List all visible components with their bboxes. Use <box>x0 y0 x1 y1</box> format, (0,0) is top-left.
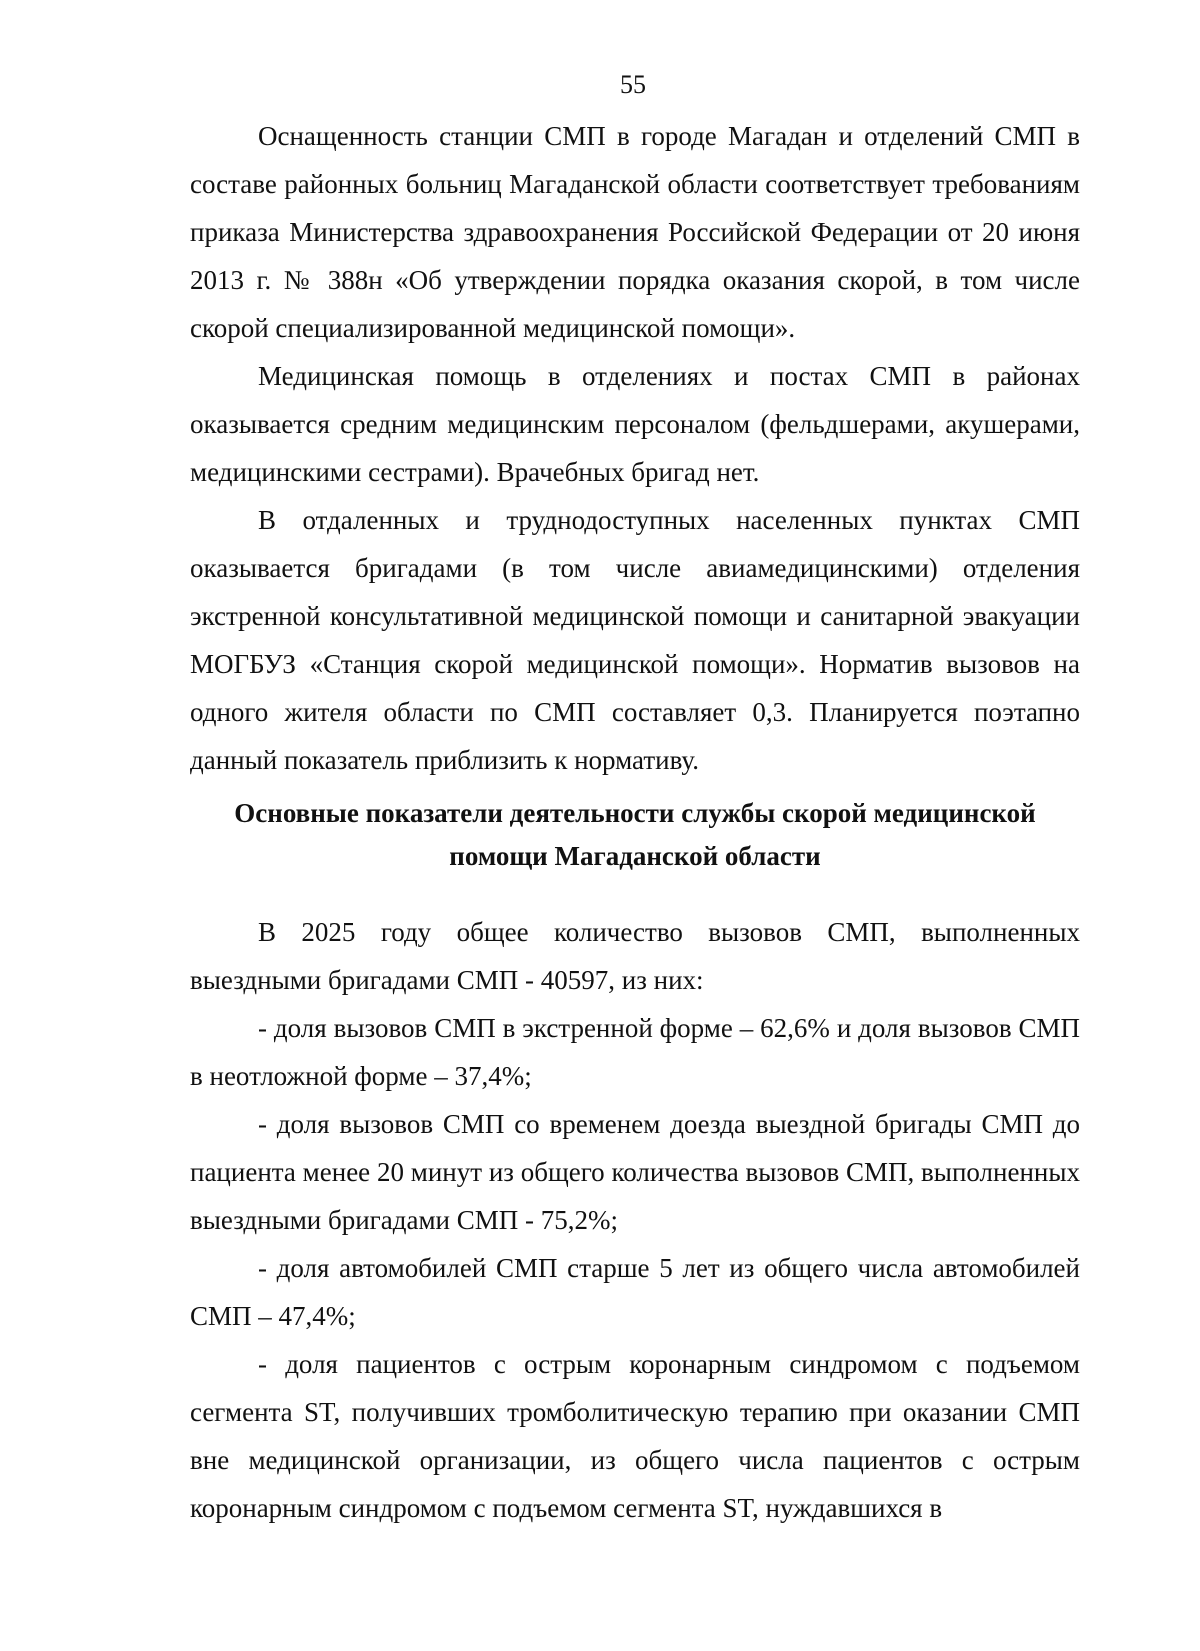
section-heading-line-1: Основные показатели деятельности службы скорой медицинской <box>234 798 1036 828</box>
paragraph-remote-areas: В отдаленных и труднодоступных населенных пунктах СМП оказывается бригадами (в том числе авиамедицинскими) отделения экстренной консультативной медицинской помощи и санитарной эвакуации МОГБУЗ «Станция скорой медицинской помощи». Норматив вызовов на одного жителя области по СМП составляет 0,3. Планируется поэтапно данный показатель приблизить к нормативу. <box>190 505 1080 775</box>
paragraph-equipment: Оснащенность станции СМП в городе Магадан и отделений СМП в составе районных больниц Магаданской области соответствует требованиям приказа Министерства здравоохранения Российской Федерации от 20 июня 2013 г. № 388н «Об утверждении порядка оказания скорой, в том числе скорой специализированной медицинской помощи». <box>190 121 1080 343</box>
document-body <box>190 112 1080 1532</box>
section-heading-line-2: помощи Магаданской области <box>449 841 821 871</box>
list-item-arrival-time: - доля вызовов СМП со временем доезда выездной бригады СМП до пациента менее 20 минут из общего количества вызовов СМП, выполненных выездными бригадами СМП - 75,2%; <box>190 1109 1080 1235</box>
page-number: 55 <box>620 70 646 99</box>
section-heading <box>190 792 1080 878</box>
list-item-thrombolytic-therapy: - доля пациентов с острым коронарным синдромом с подъемом сегмента ST, получивших тромболитическую терапию при оказании СМП вне медицинской организации, из общего числа пациентов с острым коронарным синдромом с подъемом сегмента ST, нуждавшихся в <box>190 1349 1080 1523</box>
list-item-emergency-share: - доля вызовов СМП в экстренной форме – 62,6% и доля вызовов СМП в неотложной форме – 37,4%; <box>190 1013 1080 1091</box>
list-item-vehicle-age: - доля автомобилей СМП старше 5 лет из общего числа автомобилей СМП – 47,4%; <box>190 1253 1080 1331</box>
paragraph-total-calls: В 2025 году общее количество вызовов СМП, выполненных выездными бригадами СМП - 40597, из них: <box>190 917 1080 995</box>
paragraph-district-care: Медицинская помощь в отделениях и постах СМП в районах оказывается средним медицинским персоналом (фельдшерами, акушерами, медицинскими сестрами). Врачебных бригад нет. <box>190 361 1080 487</box>
